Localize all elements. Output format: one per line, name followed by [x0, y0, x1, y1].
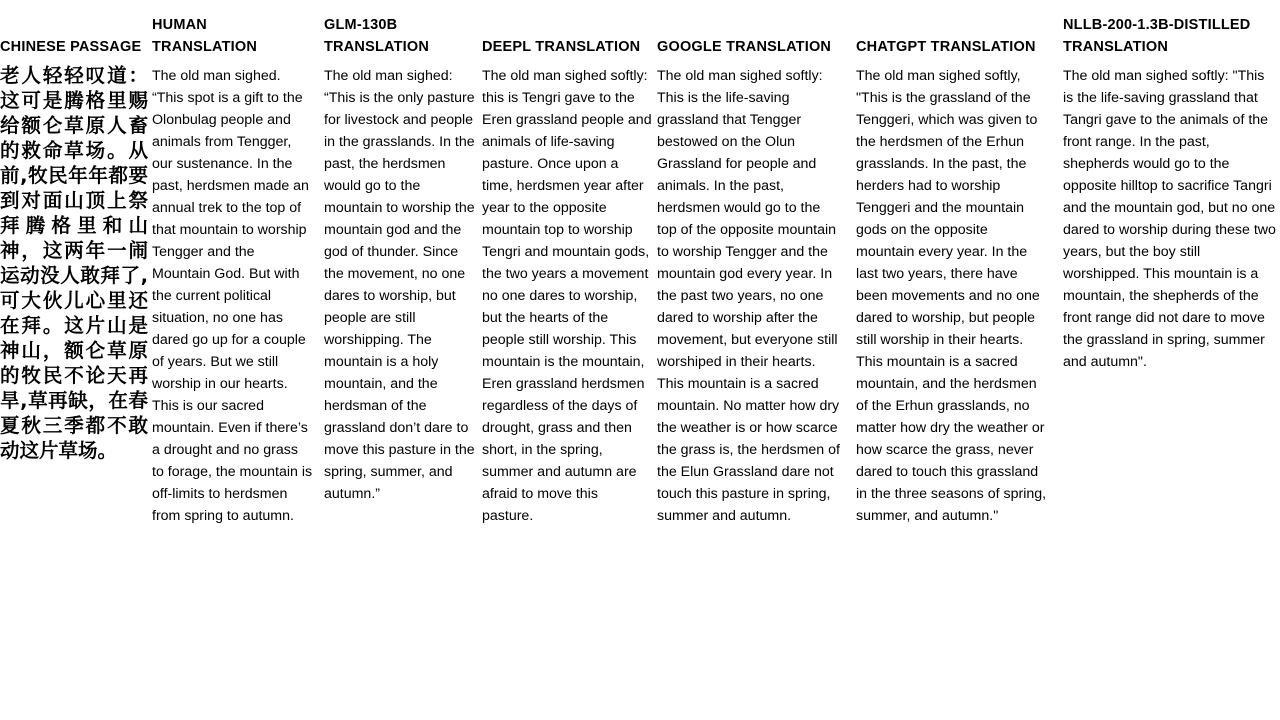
column-header-label: HUMAN TRANSLATION — [152, 17, 258, 55]
column-header-label: GLM-130B TRANSLATION — [324, 17, 430, 55]
column-glm-130b-translation — [324, 12, 475, 505]
column-human-translation — [152, 12, 313, 527]
column-header — [152, 12, 313, 58]
column-header — [0, 12, 148, 58]
glm-130b-translation-text: The old man sighed: “This is the only pasture for livestock and people in the grasslands. In the past, the herdsmen would go to the mountain to worship the mountain god and the god of thunder. Since the movement, no one dares to worship, but people are still worshipping. The mountain is a holy mountain, and the herdsman of the grassland don’t dare to move this pasture in the spring, summer, and autumn.” — [324, 68, 475, 502]
column-header-label: NLLB-200-1.3B-DISTILLED TRANSLATION — [1063, 17, 1251, 55]
column-header — [657, 12, 841, 58]
chatgpt-translation-text: The old man sighed softly, "This is the grassland of the Tenggeri, which was given to the herdsmen of the Erhun grasslands. In the past, the herders had to worship Tenggeri and the mountain gods on the opposite mountain every year. In the last two years, there have been movements and no one dared to worship, but people still worship in their hearts. This mountain is a sacred mountain, and the herdsmen of the Erhun grasslands, no matter how dry the weather or how scarce the grass, never dared to touch this grassland in the three seasons of spring, summer, and autumn." — [856, 68, 1047, 524]
column-nllb-200-translation — [1063, 12, 1278, 373]
column-chatgpt-translation — [856, 12, 1049, 527]
column-header-label: CHATGPT TRANSLATION — [856, 39, 1036, 55]
human-translation-text: The old man sighed. “This spot is a gift to the Olonbulag people and animals from Tengger, our sustenance. In the past, herdsmen made an annual trek to the top of that mountain to worship Tengger and the Mountain God. But with the current political situation, no one has dared go up for a couple of years. But we still worship in our hearts. This is our sacred mountain. Even if there’s a drought and no grass to forage, the mountain is off-limits to herdsmen from spring to autumn. — [152, 68, 313, 524]
column-deepl-translation — [482, 12, 653, 527]
nllb-200-translation-text: The old man sighed softly: "This is the life-saving grassland that Tangri gave to the animals of the front range. In the past, shepherds would go to the opposite hilltop to sacrifice Tangri and the mountain god, but no one dared to worship during these two years, but the boy still worshipped. This mountain is a mountain, the shepherds of the front range did not dare to move the grassland in spring, summer and autumn". — [1063, 68, 1276, 370]
column-header — [324, 12, 475, 58]
column-header — [856, 12, 1049, 58]
column-header-label: GOOGLE TRANSLATION — [657, 39, 832, 55]
column-chinese-passage — [0, 12, 148, 463]
chinese-passage-text: 老人轻轻叹道：这可是腾格里赐给额仑草原人畜的救命草场。从前,牧民年年都要到对面山顶上祭拜腾格里和山神，这两年一闹运动没人敢拜了,可大伙儿心里还在拜。这片山是神山，额仑草原的牧民不论天再旱,草再缺，在春夏秋三季都不敢动这片草场。 — [0, 64, 148, 462]
google-translation-text: The old man sighed softly: This is the life-saving grassland that Tengger bestowed on the Olun Grassland for people and animals. In the past, herdsmen would go to the top of the opposite mountain to worship Tengger and the mountain god every year. In the past two years, no one dared to worship after the movement, but everyone still worshiped in their hearts. This mountain is a sacred mountain. No matter how dry the weather is or how scarce the grass is, the herdsmen of the Elun Grassland dare not touch this pasture in spring, summer and autumn. — [657, 68, 840, 524]
column-header-label: DEEPL TRANSLATION — [482, 39, 641, 55]
column-header — [1063, 12, 1278, 58]
column-google-translation — [657, 12, 841, 527]
column-header-label: CHINESE PASSAGE — [0, 39, 142, 55]
deepl-translation-text: The old man sighed softly: this is Tengri gave to the Eren grassland people and animals of life-saving pasture. Once upon a time, herdsmen year after year to the opposite mountain top to worship Tengri and mountain gods, the two years a movement no one dares to worship, but the hearts of the people still worship. This mountain is the mountain, Eren grassland herdsmen regardless of the days of drought, grass and then short, in the spring, summer and autumn are afraid to move this pasture. — [482, 68, 652, 524]
column-header — [482, 12, 653, 58]
